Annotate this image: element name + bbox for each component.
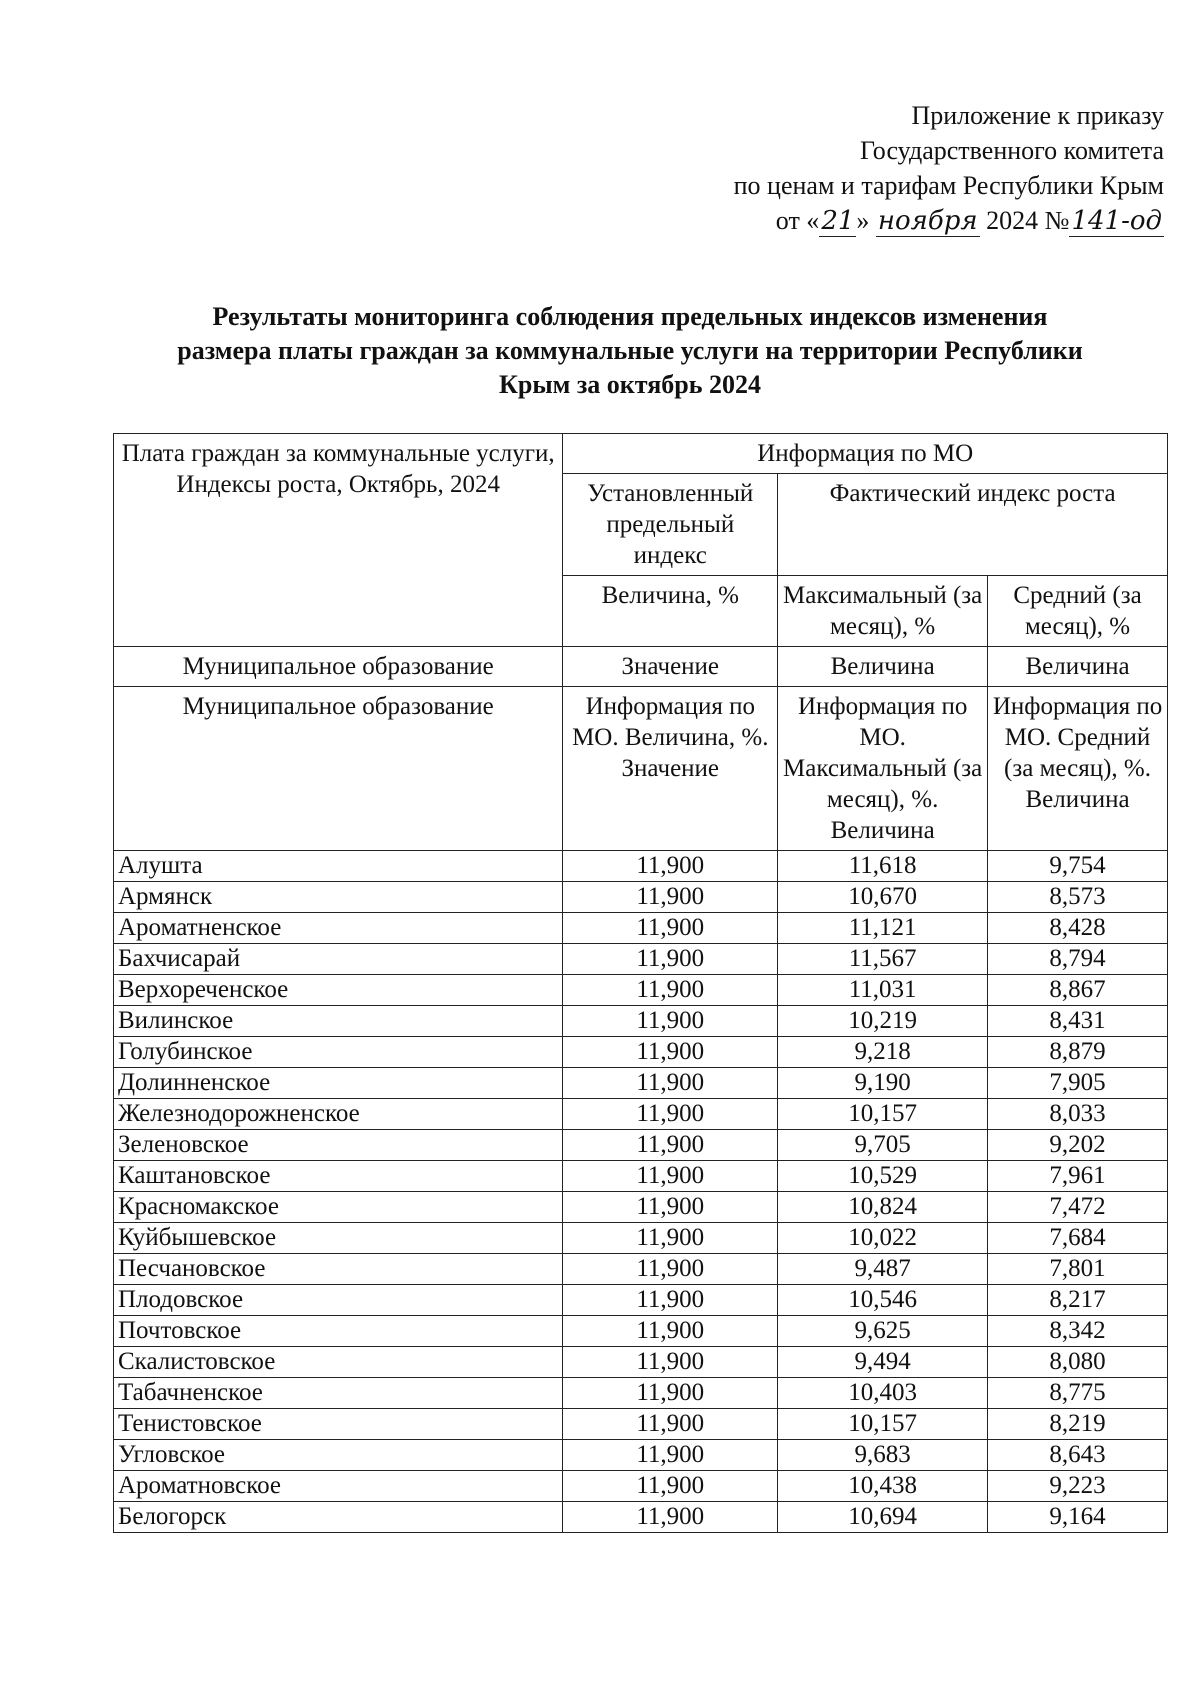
header-municipality-2: Муниципальное образование	[114, 687, 563, 851]
table-row	[114, 1502, 1168, 1533]
municipality-name: Песчановское	[114, 1254, 563, 1285]
avg-value: 8,573	[988, 882, 1168, 913]
avg-value: 7,801	[988, 1254, 1168, 1285]
header-line-committee: Государственного комитета	[860, 136, 1164, 165]
max-value: 9,218	[778, 1037, 988, 1068]
limit-value: 11,900	[563, 975, 778, 1006]
limit-value: 11,900	[563, 1037, 778, 1068]
table-row	[114, 1409, 1168, 1440]
avg-value: 9,164	[988, 1502, 1168, 1533]
max-value: 10,694	[778, 1502, 988, 1533]
avg-value: 7,961	[988, 1161, 1168, 1192]
municipality-name: Плодовское	[114, 1285, 563, 1316]
municipality-name: Угловское	[114, 1440, 563, 1471]
municipality-name: Верхореченское	[114, 975, 563, 1006]
avg-value: 8,879	[988, 1037, 1168, 1068]
title-line-3: Крым за октябрь 2024	[499, 370, 761, 399]
avg-value: 9,202	[988, 1130, 1168, 1161]
avg-value: 8,775	[988, 1378, 1168, 1409]
max-value: 10,219	[778, 1006, 988, 1037]
avg-value: 8,033	[988, 1099, 1168, 1130]
date-month: ноября	[877, 206, 978, 236]
table-row	[114, 882, 1168, 913]
limit-value: 11,900	[563, 1471, 778, 1502]
avg-value: 9,223	[988, 1471, 1168, 1502]
municipality-name: Армянск	[114, 882, 563, 913]
avg-value: 7,684	[988, 1223, 1168, 1254]
avg-value: 8,219	[988, 1409, 1168, 1440]
header-municipality-1: Муниципальное образование	[114, 647, 563, 687]
avg-value: 8,794	[988, 944, 1168, 975]
municipality-name: Долинненское	[114, 1068, 563, 1099]
municipality-name: Ароматненское	[114, 913, 563, 944]
limit-value: 11,900	[563, 1347, 778, 1378]
header-combined-limit: Информация по МО. Величина, %. Значение	[563, 687, 778, 851]
table-row	[114, 1471, 1168, 1502]
limit-value: 11,900	[563, 944, 778, 975]
limit-value: 11,900	[563, 1254, 778, 1285]
table-row	[114, 1192, 1168, 1223]
municipality-name: Зеленовское	[114, 1130, 563, 1161]
avg-value: 8,342	[988, 1316, 1168, 1347]
avg-value: 8,217	[988, 1285, 1168, 1316]
limit-value: 11,900	[563, 913, 778, 944]
date-mid: »	[856, 206, 870, 235]
header-main: Плата граждан за коммунальные услуги, Индексы роста, Октябрь, 2024	[114, 434, 563, 647]
order-number: 141-од	[1071, 206, 1162, 236]
max-value: 10,022	[778, 1223, 988, 1254]
limit-value: 11,900	[563, 851, 778, 882]
table-row	[114, 1316, 1168, 1347]
table-header	[114, 434, 1168, 851]
date-prefix: от «	[775, 206, 820, 235]
municipality-name: Красномакское	[114, 1192, 563, 1223]
limit-value: 11,900	[563, 1285, 778, 1316]
municipality-name: Голубинское	[114, 1037, 563, 1068]
max-value: 10,157	[778, 1409, 988, 1440]
limit-value: 11,900	[563, 1161, 778, 1192]
max-value: 9,487	[778, 1254, 988, 1285]
municipality-name: Табачненское	[114, 1378, 563, 1409]
table-body	[114, 851, 1168, 1533]
municipality-name: Почтовское	[114, 1316, 563, 1347]
table-row	[114, 1285, 1168, 1316]
municipality-name: Бахчисарай	[114, 944, 563, 975]
max-value: 11,031	[778, 975, 988, 1006]
max-value: 9,625	[778, 1316, 988, 1347]
max-value: 10,529	[778, 1161, 988, 1192]
limit-value: 11,900	[563, 1502, 778, 1533]
limit-value: 11,900	[563, 882, 778, 913]
max-value: 9,683	[778, 1440, 988, 1471]
header-avg-month: Средний (за месяц), %	[988, 576, 1168, 647]
header-combined-avg: Информация по МО. Средний (за месяц), %. Величина	[988, 687, 1168, 851]
avg-value: 8,867	[988, 975, 1168, 1006]
table-row	[114, 1347, 1168, 1378]
limit-value: 11,900	[563, 1440, 778, 1471]
max-value: 10,157	[778, 1099, 988, 1130]
table-row	[114, 1099, 1168, 1130]
municipality-name: Тенистовское	[114, 1409, 563, 1440]
table-row	[114, 1161, 1168, 1192]
title-line-1: Результаты мониторинга соблюдения предельных индексов изменения	[212, 302, 1048, 331]
table-row	[114, 1130, 1168, 1161]
avg-value: 7,905	[988, 1068, 1168, 1099]
avg-value: 8,080	[988, 1347, 1168, 1378]
limit-value: 11,900	[563, 1192, 778, 1223]
limit-value: 11,900	[563, 1409, 778, 1440]
municipality-name: Скалистовское	[114, 1347, 563, 1378]
municipality-name: Алушта	[114, 851, 563, 882]
avg-value: 8,428	[988, 913, 1168, 944]
max-value: 10,438	[778, 1471, 988, 1502]
max-value: 10,824	[778, 1192, 988, 1223]
table-row	[114, 1006, 1168, 1037]
header-value-pct: Величина, %	[563, 576, 778, 647]
max-value: 10,546	[778, 1285, 988, 1316]
limit-value: 11,900	[563, 1130, 778, 1161]
limit-value: 11,900	[563, 1378, 778, 1409]
header-established-index: Установленный предельный индекс	[563, 474, 778, 576]
municipality-name: Куйбышевское	[114, 1223, 563, 1254]
header-combined-max: Информация по МО. Максимальный (за месяц), %. Величина	[778, 687, 988, 851]
table-row	[114, 1037, 1168, 1068]
header-actual-index: Фактический индекс роста	[778, 474, 1168, 576]
municipality-name: Ароматновское	[114, 1471, 563, 1502]
table-row	[114, 944, 1168, 975]
max-value: 9,494	[778, 1347, 988, 1378]
limit-value: 11,900	[563, 1223, 778, 1254]
max-value: 11,567	[778, 944, 988, 975]
table-row	[114, 913, 1168, 944]
avg-value: 8,643	[988, 1440, 1168, 1471]
limit-value: 11,900	[563, 1099, 778, 1130]
header-line-prices: по ценам и тарифам Республики Крым	[733, 171, 1164, 200]
header-max-month: Максимальный (за месяц), %	[778, 576, 988, 647]
max-value: 10,670	[778, 882, 988, 913]
document-header	[734, 98, 1164, 239]
municipality-name: Железнодорожненское	[114, 1099, 563, 1130]
limit-value: 11,900	[563, 1068, 778, 1099]
table-row	[114, 851, 1168, 882]
municipality-name: Каштановское	[114, 1161, 563, 1192]
max-value: 10,403	[778, 1378, 988, 1409]
avg-value: 7,472	[988, 1192, 1168, 1223]
title-line-2: размера платы граждан за коммунальные услуги на территории Республики	[177, 336, 1083, 365]
municipality-name: Белогорск	[114, 1502, 563, 1533]
limit-value: 11,900	[563, 1006, 778, 1037]
document-title	[110, 300, 1150, 402]
table-row	[114, 1378, 1168, 1409]
avg-value: 9,754	[988, 851, 1168, 882]
header-line-date	[734, 203, 1164, 239]
max-value: 9,190	[778, 1068, 988, 1099]
municipality-name: Вилинское	[114, 1006, 563, 1037]
max-value: 9,705	[778, 1130, 988, 1161]
header-velichina-max: Величина	[778, 647, 988, 687]
max-value: 11,618	[778, 851, 988, 882]
avg-value: 8,431	[988, 1006, 1168, 1037]
limit-value: 11,900	[563, 1316, 778, 1347]
table-row	[114, 1068, 1168, 1099]
monitoring-table	[113, 433, 1168, 1533]
date-day: 21	[821, 206, 855, 236]
date-year: 2024 №	[986, 206, 1070, 235]
table-row	[114, 975, 1168, 1006]
table-row	[114, 1440, 1168, 1471]
header-velichina-avg: Величина	[988, 647, 1168, 687]
header-info-mo: Информация по МО	[563, 434, 1168, 474]
max-value: 11,121	[778, 913, 988, 944]
table-row	[114, 1223, 1168, 1254]
table-row	[114, 1254, 1168, 1285]
header-line-appendix: Приложение к приказу	[911, 101, 1164, 130]
header-znachenie: Значение	[563, 647, 778, 687]
